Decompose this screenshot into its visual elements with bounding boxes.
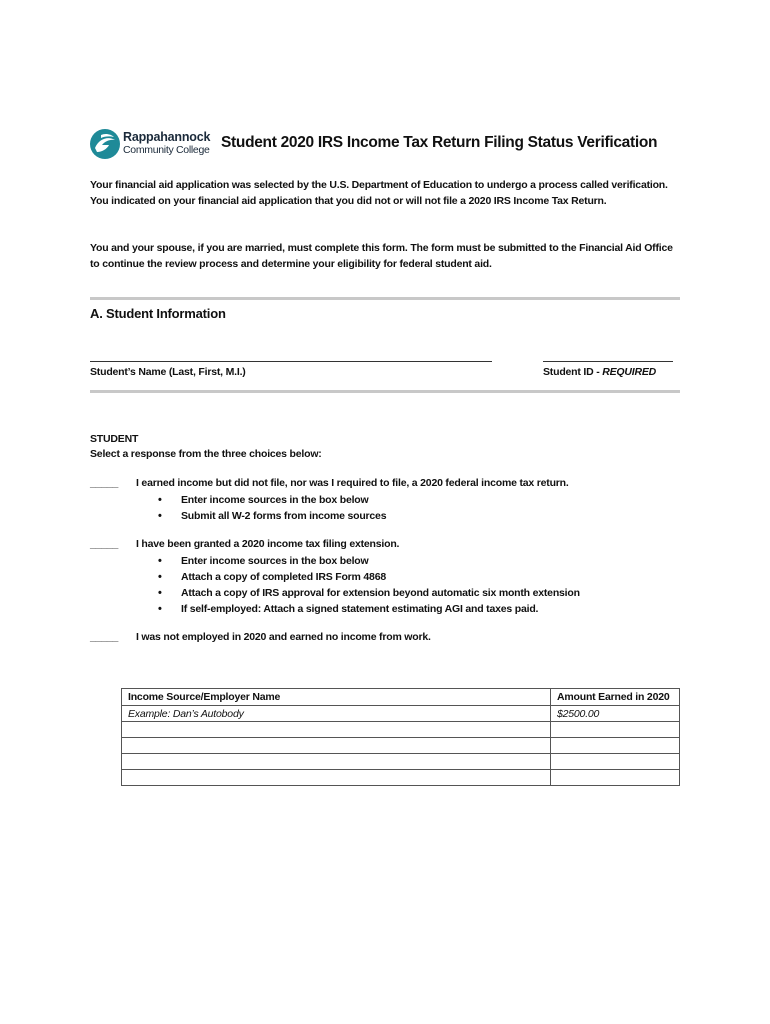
student-heading-block: [90, 432, 322, 462]
income-sources-table: [121, 688, 680, 786]
bullet-item: • Attach a copy of IRS approval for extension beyond automatic six month extension: [156, 585, 580, 601]
choice-2-bullets: [156, 553, 580, 617]
logo-sub-text: Community College: [123, 144, 210, 156]
choice-2-text: I have been granted a 2020 income tax filing extension.: [136, 538, 400, 550]
table-row: [122, 738, 680, 754]
choice-1-text: I earned income but did not file, nor was I required to file, a 2020 federal income tax return.: [136, 477, 569, 489]
student-instruction: Select a response from the three choices below:: [90, 448, 322, 460]
table-row: [122, 754, 680, 770]
bullet-item: • If self-employed: Attach a signed statement estimating AGI and taxes paid.: [156, 601, 580, 617]
example-amount-cell: $2500.00: [551, 706, 680, 722]
amount-earned-header: Amount Earned in 2020: [551, 689, 680, 706]
table-row: [122, 706, 680, 722]
student-id-input-line[interactable]: [543, 361, 673, 362]
choice-1-bullets: [156, 492, 386, 524]
income-source-cell[interactable]: [122, 754, 551, 770]
bullet-item: • Enter income sources in the box below: [156, 492, 386, 508]
student-heading: STUDENT: [90, 433, 139, 445]
amount-earned-cell[interactable]: [551, 722, 680, 738]
choice-1-checkbox-blank[interactable]: _____: [90, 477, 119, 489]
amount-earned-cell[interactable]: [551, 770, 680, 786]
college-logo: [89, 128, 219, 160]
student-name-input-line[interactable]: [90, 361, 492, 362]
choice-2-checkbox-blank[interactable]: _____: [90, 538, 119, 550]
section-a-title: A. Student Information: [90, 306, 226, 321]
student-id-label: [543, 366, 656, 378]
choice-3-checkbox-blank[interactable]: _____: [90, 631, 119, 643]
intro-paragraph-1: Your financial aid application was selected by the U.S. Department of Education to undergo a process called verification. You indicated on your financial aid application that you did not or will not file a 2020 IRS Income Tax Return.: [90, 179, 668, 207]
section-divider-bottom: [90, 390, 680, 393]
student-id-label-prefix: Student ID -: [543, 366, 603, 378]
amount-earned-cell[interactable]: [551, 738, 680, 754]
intro-paragraph-2: You and your spouse, if you are married, must complete this form. The form must be submitted to the Financial Aid Office to continue the review process and determine your eligibility for federal student aid.: [90, 242, 673, 270]
page-title: Student 2020 IRS Income Tax Return Filing Status Verification: [221, 134, 658, 151]
table-row: [122, 722, 680, 738]
logo-emblem-icon: [89, 128, 121, 160]
income-source-header: Income Source/Employer Name: [122, 689, 551, 706]
choice-3-text: I was not employed in 2020 and earned no income from work.: [136, 631, 431, 643]
section-divider-top: [90, 297, 680, 300]
amount-earned-cell[interactable]: [551, 754, 680, 770]
example-source-cell: Example: Dan’s Autobody: [122, 706, 551, 722]
income-source-cell[interactable]: [122, 738, 551, 754]
student-name-label: Student’s Name (Last, First, M.I.): [90, 366, 246, 378]
required-marker: REQUIRED: [602, 366, 657, 378]
bullet-item: • Enter income sources in the box below: [156, 553, 580, 569]
bullet-item: • Attach a copy of completed IRS Form 4868: [156, 569, 580, 585]
bullet-item: • Submit all W-2 forms from income sources: [156, 508, 386, 524]
logo-name-text: Rappahannock: [123, 130, 211, 144]
income-source-cell[interactable]: [122, 770, 551, 786]
table-header-row: [122, 689, 680, 706]
income-source-cell[interactable]: [122, 722, 551, 738]
table-row: [122, 770, 680, 786]
